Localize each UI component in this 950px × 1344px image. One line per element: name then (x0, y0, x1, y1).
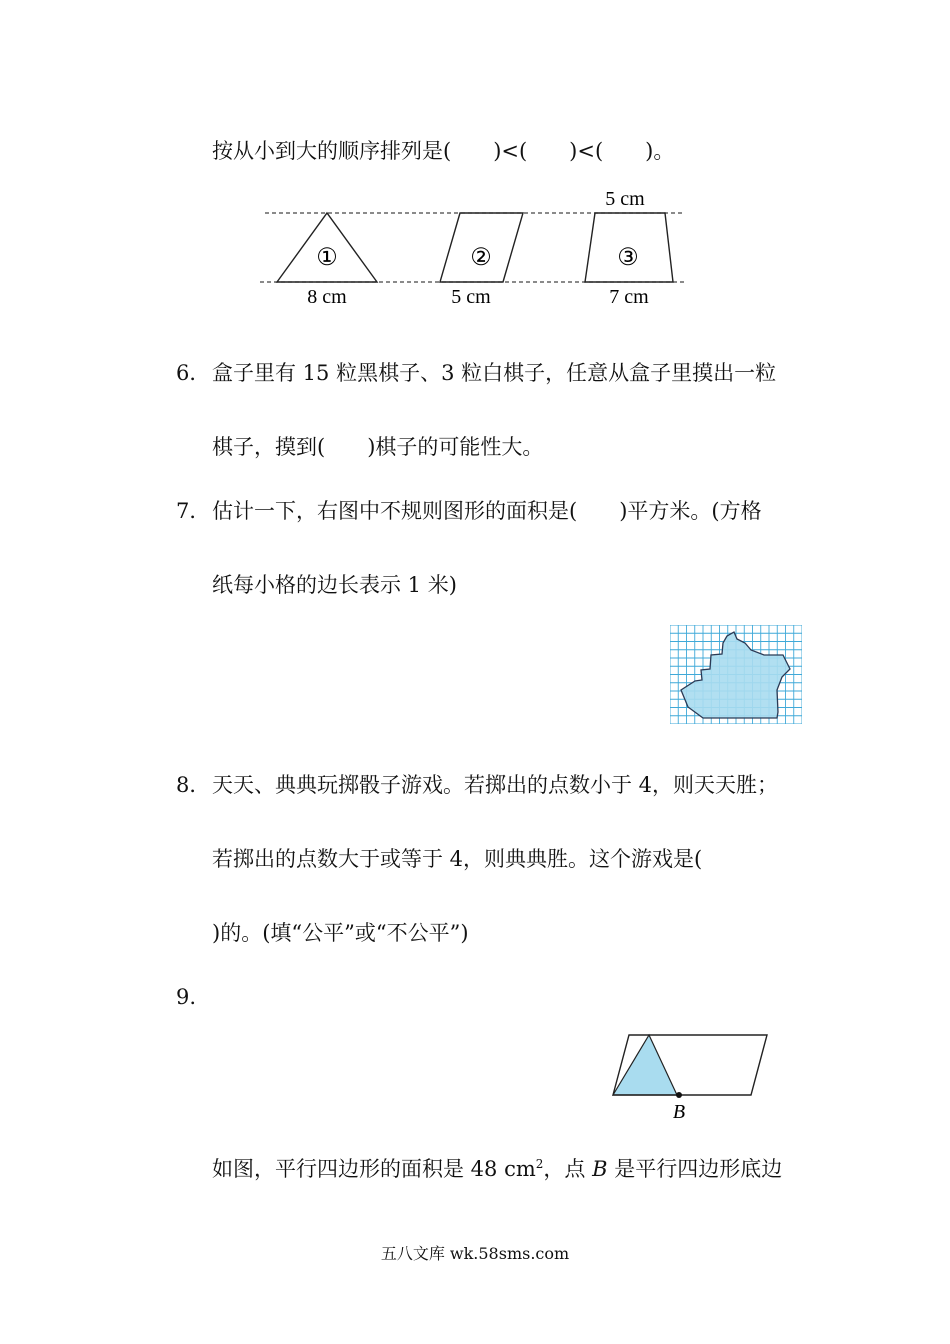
shape3-label: ③ (617, 245, 639, 271)
q9-text-mid: ，点 (543, 1157, 593, 1181)
point-b-label: B (672, 1101, 686, 1123)
q6-line1: 盒子里有 15 粒黑棋子、3 粒白棋子，任意从盒子里摸出一粒 (212, 361, 777, 385)
shaded-triangle (613, 1035, 677, 1095)
q9-text-after: 是平行四边形底边 (607, 1157, 783, 1181)
base1-label: 8 cm (307, 286, 347, 308)
base3-label: 7 cm (609, 286, 649, 308)
shape2-label: ② (470, 245, 492, 271)
q9-text-before: 如图，平行四边形的面积是 48 cm (212, 1157, 536, 1181)
q6-line2: 棋子，摸到( )棋子的可能性大。 (212, 435, 544, 459)
top-length-label: 5 cm (605, 188, 645, 210)
footer-watermark: 五八文库 wk.58sms.com (380, 1244, 570, 1263)
q9-number: 9. (176, 985, 197, 1009)
q8-number: 8． (176, 773, 211, 797)
point-b-dot (676, 1092, 682, 1098)
q7-number: 7． (176, 499, 211, 523)
q7-line1: 估计一下，右图中不规则图形的面积是( )平方米。(方格 (212, 499, 762, 523)
q8-line2: 若掷出的点数大于或等于 4，则典典胜。这个游戏是( (212, 847, 703, 871)
irregular-shape (681, 632, 790, 718)
q9-parallelogram-figure (605, 1028, 775, 1123)
q9-text-line (212, 1155, 782, 1183)
q9-superscript: 2 (535, 1157, 544, 1171)
q5-shapes-figure (255, 185, 695, 310)
q7-grid-figure (670, 625, 802, 724)
q8-line1: 天天、典典玩掷骰子游戏。若掷出的点数小于 4，则天天胜； (212, 773, 779, 797)
q6-number: 6． (176, 361, 211, 385)
q9-point-ref: B (592, 1157, 608, 1181)
q5-order-line: 按从小到大的顺序排列是( )<( )<( )。 (212, 139, 675, 163)
q8-line3: )的。(填“公平”或“不公平”) (212, 921, 469, 945)
shape1-label: ① (316, 245, 338, 271)
q7-line2: 纸每小格的边长表示 1 米) (212, 573, 457, 597)
base2-label: 5 cm (451, 286, 491, 308)
